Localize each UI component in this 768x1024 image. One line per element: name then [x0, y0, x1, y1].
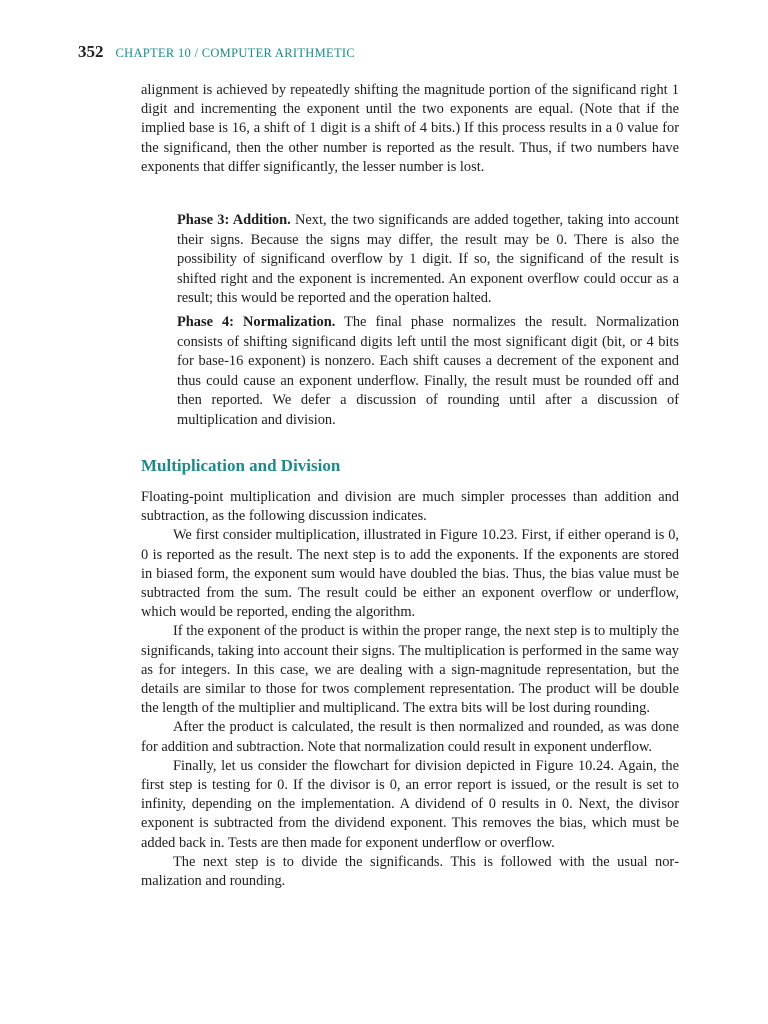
section-paragraph: Finally, let us consider the flowchart for division depicted in Figure 10.24. Again, the first step is testing for 0. If the divisor is 0, an error report is issued, or the result is set to infinity, depending on the implementation. A dividend of 0 results in 0. Next, the divisor exponent is subtracted from the dividend exponent. This removes the bias, which must be added back in. Tests are then made for exponent underflow or overflow.	[141, 757, 679, 851]
chapter-title: CHAPTER 10 / COMPUTER ARITHMETIC	[115, 46, 355, 60]
intro-text	[141, 81, 679, 177]
section-paragraph: We first consider multiplication, illustrated in Figure 10.23. First, if either operand is 0, 0 is reported as the result. The next step is to add the exponents. If the exponents are stored in biased form, the exponent sum would have doubled the bias. Thus, the bias value must be subtracted from the sum. The result could be either an exponent overflow or underflow, which would be reported, ending the algorithm.	[141, 527, 679, 621]
section-paragraph: Floating-point multiplication and division are much simpler processes than addition and subtraction, as the following discussion indicates.	[141, 489, 679, 525]
phase-4-label: Phase 4: Normalization.	[177, 313, 336, 330]
phase-3-label: Phase 3: Addition.	[177, 212, 291, 228]
phase-4-paragraph	[177, 313, 679, 431]
section-paragraph: The next step is to divide the significands. This is followed with the usual normalization and rounding.	[141, 853, 679, 890]
section-paragraph: If the exponent of the product is within the proper range, the next step is to multiply the significands, taking into account their signs. The multiplication is performed in the same way as for integers. In this case, we are dealing with a sign-magnitude representation, but the details are similar to those for twos complement representation. The product will be double the length of the multiplier and multiplicand. The extra bits will be lost during rounding.	[141, 623, 679, 717]
intro-paragraph: alignment is achieved by repeatedly shifting the magnitude portion of the significand right 1 digit and incrementing the exponent until the two exponents are equal. (Note that if the implied base is 16, a shift of 1 digit is a shift of 4 bits.) If this process results in a 0 value for the significand, then the other number is reported as the result. Thus, if two numbers have exponents that differ significantly, the lesser number is lost.	[141, 82, 679, 175]
page-number: 352	[78, 42, 104, 61]
phase-3-paragraph	[177, 211, 679, 309]
phase-3-text: Next, the two significands are added together, taking into account their signs. Because the signs may differ, the result may be 0. There is also the possibility of significand overflow by 1 digit. If so, the significand of the result is shifted right and the exponent is incremented. An exponent overflow could occur as a result; this would be reported and the operation halted.	[177, 212, 679, 307]
section-body	[141, 488, 679, 891]
phase-list	[177, 211, 679, 435]
phase-4-text: The final phase normalizes the result. Normalization consists of shifting significand digits left until the most significant digit (bit, or 4 bits for base-16 exponent) is nonzero. Each shift causes a decrement of the exponent and thus could cause an exponent underflow. Finally, the result must be rounded off and then reported. We defer a discussion of rounding until after a discussion of multiplication and division.	[177, 313, 680, 428]
section-paragraph: After the product is calculated, the result is then normalized and rounded, as was done for addition and subtraction. Note that normalization could result in exponent underflow.	[141, 719, 679, 755]
section-heading: Multiplication and Division	[141, 456, 341, 475]
running-head	[78, 42, 355, 62]
